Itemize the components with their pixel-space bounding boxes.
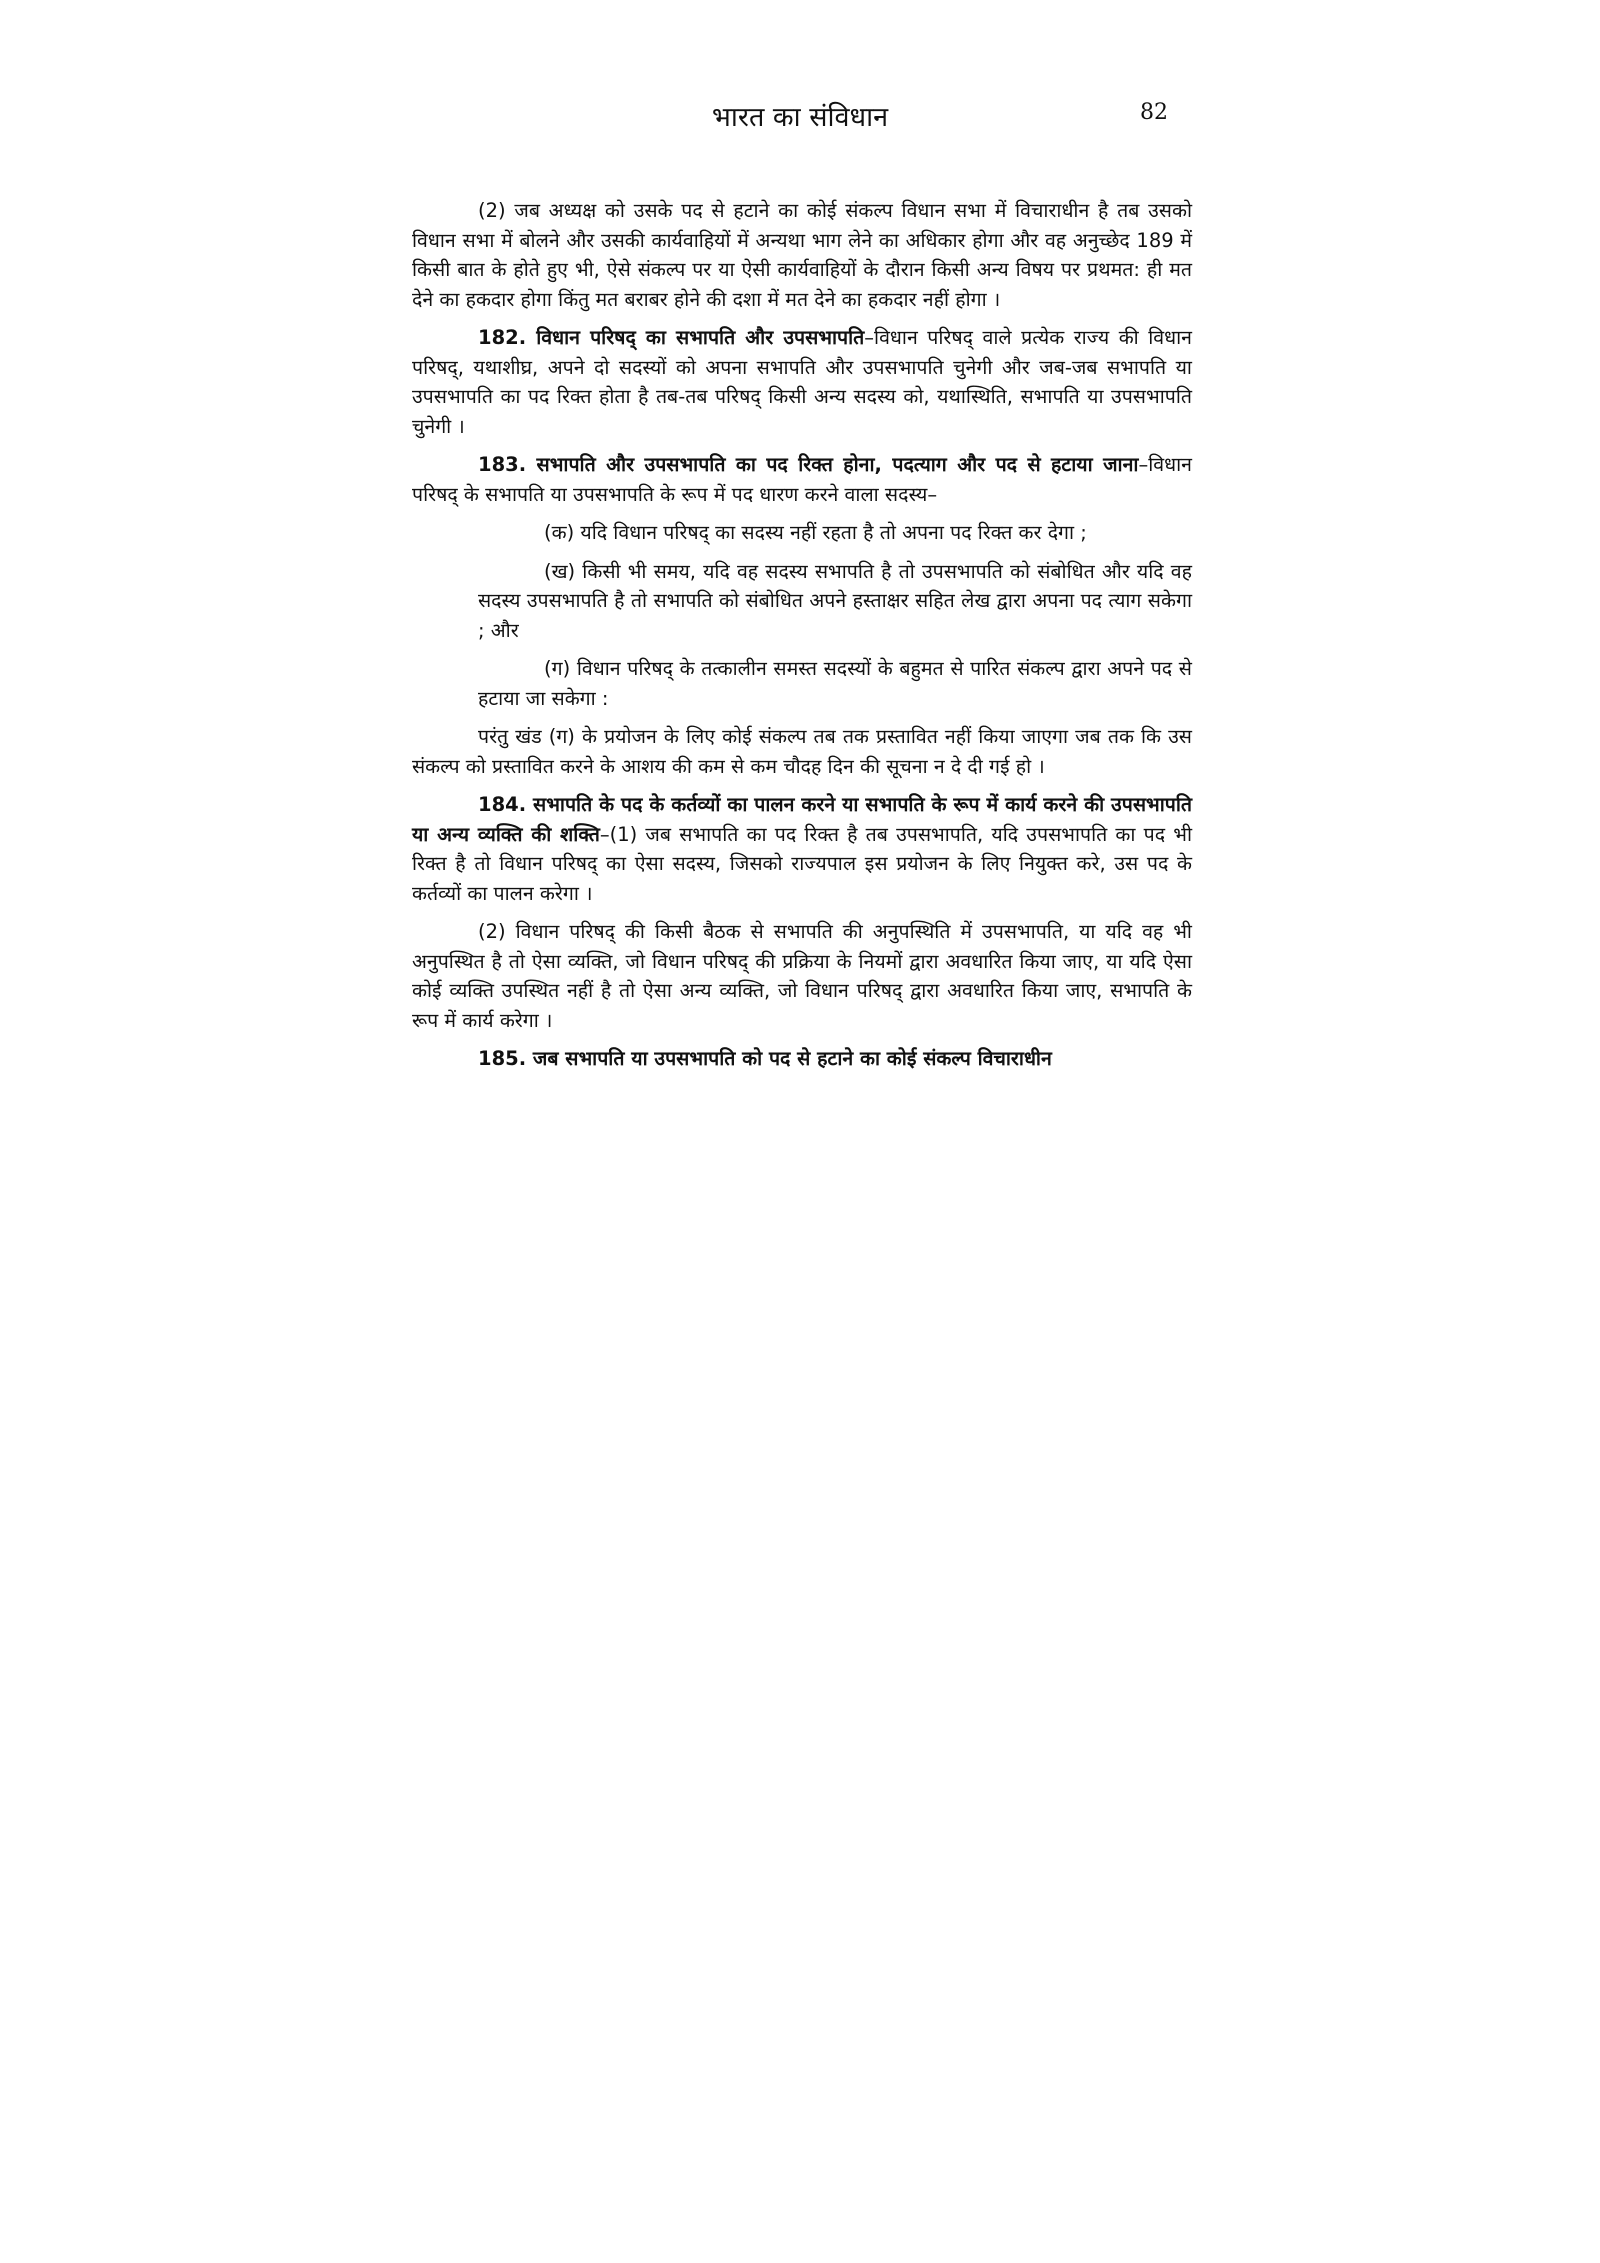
article-183-clause-b: (ख) किसी भी समय, यदि वह सदस्य सभापति है तो उपसभापति को संबोधित और यदि वह सदस्य उपसभापति है तो सभापति को संबोधित अपने हस्ताक्षर सहित लेख द्वारा अपना पद त्याग सकेगा ; और bbox=[478, 559, 1192, 642]
page-title: भारत का संविधान bbox=[711, 102, 889, 133]
article-183-clause-a: (क) यदि विधान परिषद् का सदस्य नहीं रहता है तो अपना पद रिक्त कर देगा ; bbox=[544, 521, 1087, 544]
article-182-heading: 182. विधान परिषद् का सभापति और उपसभापति bbox=[478, 326, 865, 349]
article-183 bbox=[412, 450, 1192, 509]
article-185-heading: 185. जब सभापति या उपसभापति को पद से हटाने का कोई संकल्प विचाराधीन bbox=[478, 1047, 1052, 1070]
paragraph-181-2: (2) जब अध्यक्ष को उसके पद से हटाने का कोई संकल्प विधान सभा में विचाराधीन है तब उसको विधान सभा में बोलने और उसकी कार्यवाहियों में अन्यथा भाग लेने का अधिकार होगा और वह अनुच्छेद 189 में किसी बात के होते हुए भी, ऐसे संकल्प पर या ऐसी कार्यवाहियों के दौरान किसी अन्य विषय पर प्रथमत: ही मत देने का हकदार होगा किंतु मत बराबर होने की दशा में मत देने का हकदार नहीं होगा । bbox=[412, 199, 1192, 311]
article-183-proviso: परंतु खंड (ग) के प्रयोजन के लिए कोई संकल्प तब तक प्रस्तावित नहीं किया जाएगा जब तक कि उस संकल्प को प्रस्तावित करने के आशय की कम से कम चौदह दिन की सूचना न दे दी गई हो । bbox=[412, 725, 1192, 778]
article-183-clause-c: (ग) विधान परिषद् के तत्कालीन समस्त सदस्यों के बहुमत से पारित संकल्प द्वारा अपने पद से हटाया जा सकेगा : bbox=[478, 657, 1192, 710]
article-184-body: –(1) जब सभापति का पद रिक्त है तब उपसभापति, यदि उपसभापति का पद भी रिक्त है तो विधान परिषद् का ऐसा सदस्य, जिसको राज्यपाल इस प्रयोजन के लिए नियुक्त करे, उस पद के कर्तव्यों का पालन करेगा । bbox=[412, 822, 1192, 905]
article-184 bbox=[412, 790, 1192, 908]
page-number: 82 bbox=[1140, 100, 1168, 125]
article-184-heading: 184. सभापति के पद के कर्तव्यों का पालन करने या सभापति के रूप में कार्य करने की उपसभापति या अन्य व्यक्ति की शक्ति bbox=[412, 793, 1192, 846]
article-184-2: (2) विधान परिषद् की किसी बैठक से सभापति की अनुपस्थिति में उपसभापति, या यदि वह भी अनुपस्थित है तो ऐसा व्यक्ति, जो विधान परिषद् की प्रक्रिया के नियमों द्वारा अवधारित किया जाए, या यदि ऐसा कोई व्यक्ति उपस्थित नहीं है तो ऐसा अन्य व्यक्ति, जो विधान परिषद् द्वारा अवधारित किया जाए, सभापति के रूप में कार्य करेगा । bbox=[412, 920, 1192, 1032]
article-182-body: –विधान परिषद् वाले प्रत्येक राज्य की विधान परिषद्, यथाशीघ्र, अपने दो सदस्यों को अपना सभापति और उपसभापति चुनेगी और जब-जब सभापति या उपसभापति का पद रिक्त होता है तब-तब परिषद् किसी अन्य सदस्य को, यथास्थिति, सभापति या उपसभापति चुनेगी । bbox=[412, 326, 1192, 438]
document-body bbox=[412, 196, 1192, 1083]
article-182 bbox=[412, 323, 1192, 441]
article-183-body: –विधान परिषद् के सभापति या उपसभापति के रूप में पद धारण करने वाला सदस्य– bbox=[412, 453, 1192, 506]
article-183-heading: 183. सभापति और उपसभापति का पद रिक्त होना, पदत्याग और पद से हटाया जाना bbox=[478, 453, 1139, 476]
